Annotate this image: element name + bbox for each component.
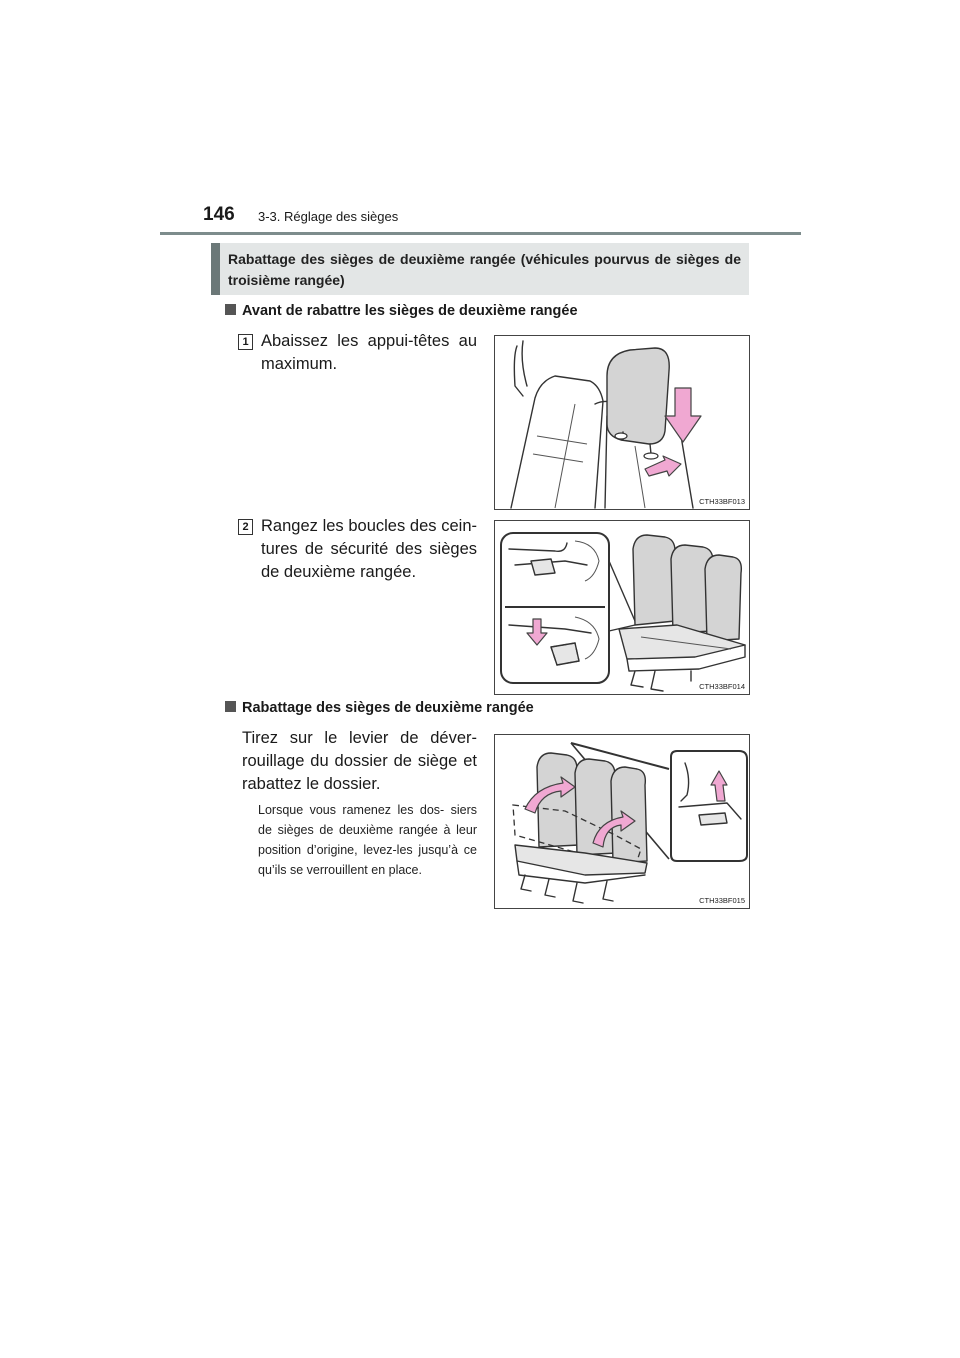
headrest-illustration bbox=[495, 336, 750, 510]
header-rule bbox=[160, 232, 801, 235]
figure-headrest-lowering bbox=[494, 335, 750, 510]
step-number-2: 2 bbox=[238, 519, 253, 535]
seatback-folding-illustration bbox=[495, 735, 750, 909]
subheading-folding-text: Rabattage des sièges de deuxième rangée bbox=[242, 700, 534, 716]
figure-code-3: CTH33BF015 bbox=[699, 896, 745, 905]
topic-banner: Rabattage des sièges de deuxième rangée (véhicules pourvus de sièges de troisième rangée) bbox=[211, 243, 749, 295]
step-number-1: 1 bbox=[238, 334, 253, 350]
figure-code-2: CTH33BF014 bbox=[699, 682, 745, 691]
page-number: 146 bbox=[203, 204, 235, 225]
square-bullet-icon bbox=[225, 304, 236, 315]
subheading-folding bbox=[225, 700, 534, 716]
figure-seatbelt-buckles bbox=[494, 520, 750, 695]
section-title: 3-3. Réglage des sièges bbox=[258, 209, 399, 224]
fold-note-text: Lorsque vous ramenez les dos- siers de sièges de deuxième rangée à leur position d’origine, levez-les jusqu’à ce qu’ils se verrouillent en place. bbox=[258, 803, 477, 877]
step-1-text: Abaissez les appui-têtes au maximum. bbox=[261, 332, 477, 373]
figure-seatback-folding bbox=[494, 734, 750, 909]
subheading-before-folding bbox=[225, 303, 578, 319]
fold-instructions-text: Tirez sur le levier de déver- rouillage du dossier de siège et rabattez le dossier. bbox=[242, 729, 477, 793]
step-2-text: Rangez les boucles des cein- tures de sécurité des sièges de deuxième rangée. bbox=[261, 517, 477, 581]
square-bullet-icon bbox=[225, 701, 236, 712]
seatbelt-illustration bbox=[495, 521, 750, 695]
subheading-before-folding-text: Avant de rabattre les sièges de deuxième rangée bbox=[242, 303, 578, 319]
figure-code-1: CTH33BF013 bbox=[699, 497, 745, 506]
